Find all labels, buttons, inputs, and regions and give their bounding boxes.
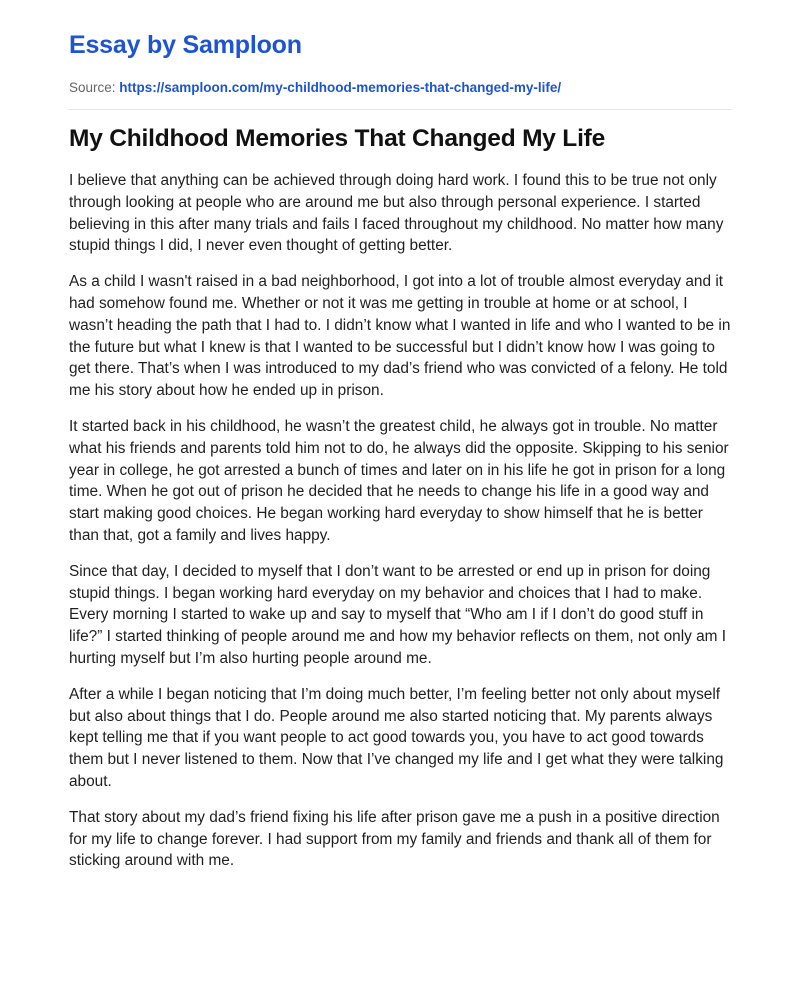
paragraph: It started back in his childhood, he wasn’t the greatest child, he always got in trouble. No matter what his friends and parents told him not to do, he always did the opposite. Skipping to his senior year in college, he got arrested a bunch of times and later on in his life he got in prison for a long time. When he got out of prison he decided that he needs to change his life in a good way and start making good choices. He began working hard everyday to show himself that he is better than that, got a family and lives happy. <box>69 417 729 544</box>
paragraph: As a child I wasn't raised in a bad neighborhood, I got into a lot of trouble almost everyday and it had somehow found me. Whether or not it was me getting in trouble at home or at school, I wasn’t heading the path that I had to. I didn’t know what I wanted in life and who I wanted to be in the future but what I knew is that I wanted to be successful but I didn’t know how I was going to get there. That’s when I was introduced to my dad’s friend who was convicted of a felony. He told me his story about how he ended up in prison. <box>69 273 731 400</box>
paragraph: That story about my dad’s friend fixing his life after prison gave me a push in a positive direction for my life to change forever. I had support from my family and friends and thank all of them for sticking around with me. <box>69 808 720 870</box>
brand-title: Essay by Samploon <box>69 31 302 59</box>
source-link[interactable]: https://samploon.com/my-childhood-memories-that-changed-my-life/ <box>119 80 562 95</box>
divider <box>69 109 731 110</box>
source-label: Source: <box>69 80 116 95</box>
essay-body <box>69 170 731 872</box>
source-line <box>69 79 731 97</box>
paragraph: After a while I began noticing that I’m doing much better, I’m feeling better not only about myself but also about things that I do. People around me also started noticing that. My parents always kept telling me that if you want people to act good towards you, you have to act good towards them but I never listened to them. Now that I’ve changed my life and I get what they were talking about. <box>69 685 724 790</box>
paragraph: Since that day, I decided to myself that I don’t want to be arrested or end up in prison for doing stupid things. I began working hard everyday on my behavior and choices that I had to make. Every morning I started to wake up and say to myself that “Who am I if I don’t do good stuff in life?” I started thinking of people around me and how my behavior reflects on them, not only am I hurting myself but I’m also hurting people around me. <box>69 562 727 667</box>
paragraph: I believe that anything can be achieved through doing hard work. I found this to be true not only through looking at people who are around me but also through personal experience. I started believing in this after many trials and fails I faced throughout my childhood. No matter how many stupid things I did, I never even thought of getting better. <box>69 172 724 255</box>
essay-title: My Childhood Memories That Changed My Life <box>69 125 606 152</box>
